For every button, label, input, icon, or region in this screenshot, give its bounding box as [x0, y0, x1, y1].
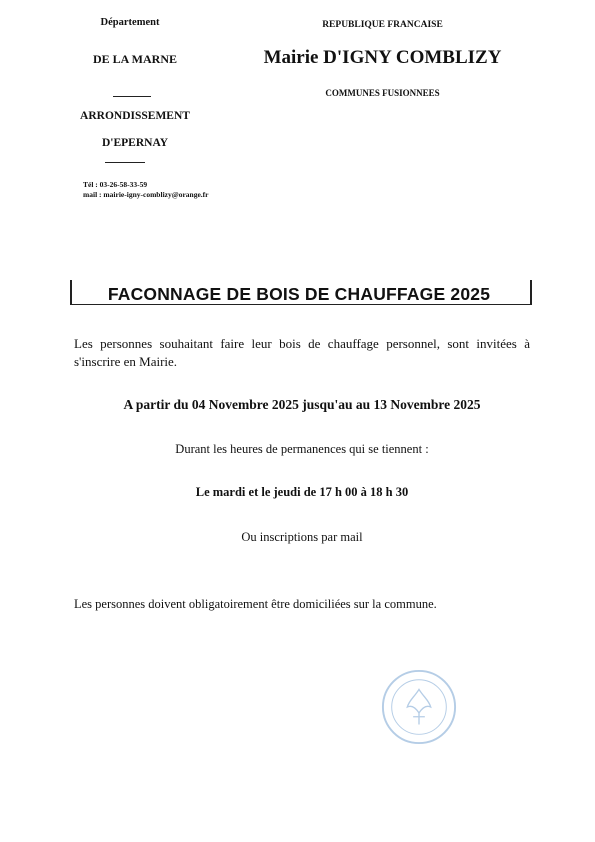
- mairie-stamp: [380, 668, 458, 746]
- arrondissement-label: ARRONDISSEMENT: [80, 110, 190, 122]
- department-name: DE LA MARNE: [92, 52, 177, 66]
- email-line: mail : mairie-igny-comblizy@orange.fr: [83, 190, 209, 199]
- phone-line: Tél : 03-26-58-33-59: [83, 180, 148, 189]
- divider: [113, 96, 151, 97]
- mairie-title: Mairie D'IGNY COMBLIZY: [263, 47, 502, 68]
- contact-block: [83, 180, 209, 200]
- intro-paragraph: Les personnes souhaitant faire leur bois de chauffage personnel, sont invitées à s'inscrire en Mairie.: [74, 336, 530, 369]
- divider: [105, 162, 145, 163]
- department-label: Département: [100, 17, 160, 28]
- mail-note: Ou inscriptions par mail: [241, 530, 363, 544]
- arrondissement-name: D'EPERNAY: [101, 137, 169, 149]
- republic-label: REPUBLIQUE FRANCAISE: [322, 20, 443, 30]
- hours-line: Le mardi et le jeudi de 17 h 00 à 18 h 30: [195, 485, 409, 499]
- communes-label: COMMUNES FUSIONNEES: [325, 88, 440, 98]
- hours-intro: Durant les heures de permanences qui se tiennent :: [175, 442, 429, 456]
- notice-title: FACONNAGE DE BOIS DE CHAUFFAGE 2025: [107, 284, 491, 304]
- date-range: A partir du 04 Novembre 2025 jusqu'au au 13 Novembre 2025: [123, 397, 481, 412]
- residents-note: Les personnes doivent obligatoirement être domiciliées sur la commune.: [74, 597, 437, 611]
